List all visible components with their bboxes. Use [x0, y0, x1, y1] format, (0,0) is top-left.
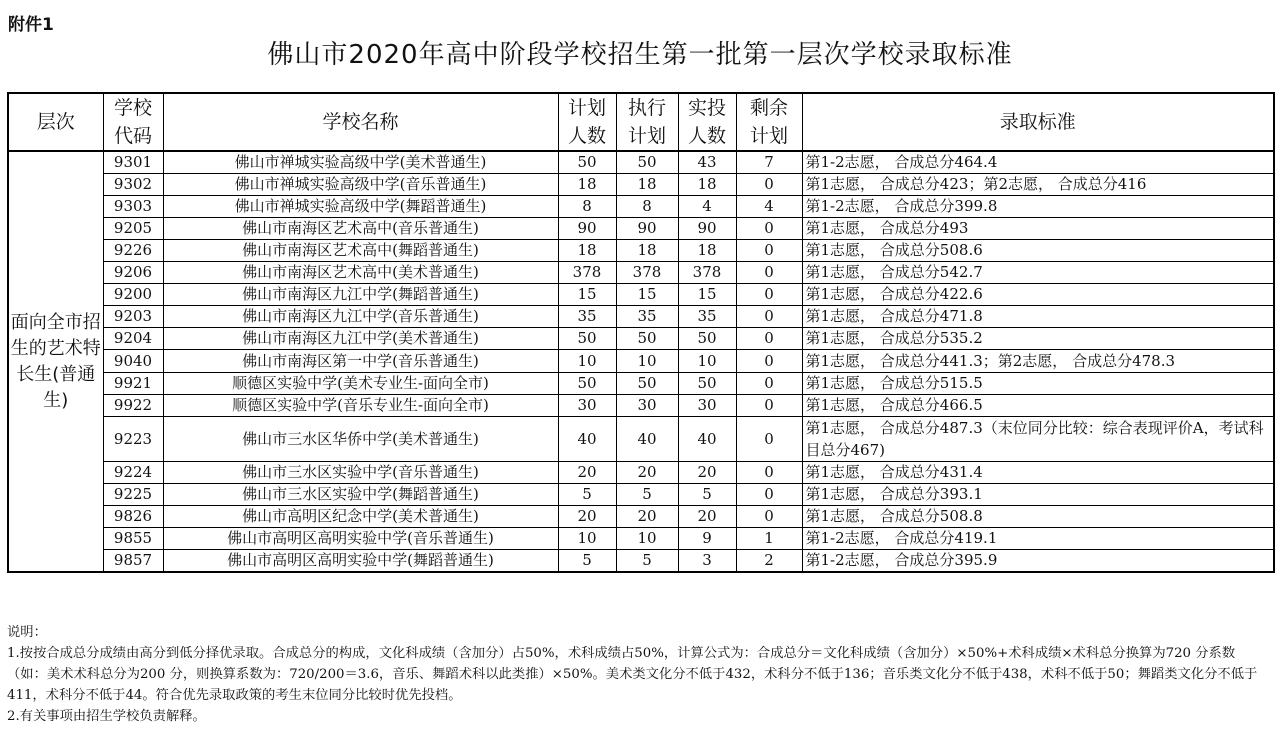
cell-exec: 5	[616, 550, 678, 573]
cell-name: 佛山市高明区高明实验中学(舞蹈普通生)	[163, 550, 558, 573]
cell-exec: 10	[616, 528, 678, 550]
cell-actual: 20	[678, 506, 736, 528]
notes-item-1: 1.按按合成总分成绩由高分到低分择优录取。合成总分的构成，文化科成绩（含加分）占50%，术科成绩占50%，计算公式为：合成总分＝文化科成绩（含加分）×50%+术科成绩×术科总分换算为720 分系数（如：美术术科总分为200 分，则换算系数为：720/200＝3.6，音乐、舞蹈术科以此类推）×50%。美术类文化分不低于432，术科分不低于136；音乐类文化分不低于438，术科不低于50；舞蹈类文化分不低于411，术科分不低于44。符合优先录取政策的考生末位同分比较时优先投档。	[7, 646, 1258, 703]
cell-criteria: 第1志愿， 合成总分535.2	[802, 328, 1274, 350]
cell-name: 佛山市南海区第一中学(音乐普通生)	[163, 350, 558, 373]
cell-actual: 9	[678, 528, 736, 550]
cell-plan: 378	[558, 262, 616, 284]
cell-actual: 20	[678, 462, 736, 484]
cell-plan: 20	[558, 462, 616, 484]
cell-actual: 5	[678, 484, 736, 506]
cell-plan: 50	[558, 151, 616, 174]
cell-actual: 90	[678, 218, 736, 240]
notes-item-2: 2.有关事项由招生学校负责解释。	[7, 709, 206, 724]
cell-exec: 10	[616, 350, 678, 373]
cell-name: 佛山市南海区艺术高中(音乐普通生)	[163, 218, 558, 240]
table-body	[8, 151, 1274, 572]
cell-plan: 10	[558, 350, 616, 373]
cell-exec: 378	[616, 262, 678, 284]
cell-remain: 0	[736, 417, 802, 462]
cell-remain: 1	[736, 528, 802, 550]
cell-code: 9204	[103, 328, 163, 350]
cell-code: 9040	[103, 350, 163, 373]
cell-name: 顺德区实验中学(音乐专业生-面向全市)	[163, 395, 558, 417]
level-cell: 面向全市招生的艺术特长生(普通生)	[8, 151, 103, 572]
cell-remain: 2	[736, 550, 802, 573]
cell-plan: 50	[558, 373, 616, 395]
cell-exec: 5	[616, 484, 678, 506]
cell-criteria: 第1志愿， 合成总分508.6	[802, 240, 1274, 262]
cell-remain: 0	[736, 395, 802, 417]
attachment-label: 附件1	[8, 15, 54, 35]
cell-plan: 5	[558, 484, 616, 506]
header-actual: 实投 人数	[678, 93, 736, 151]
cell-code: 9224	[103, 462, 163, 484]
cell-exec: 40	[616, 417, 678, 462]
cell-actual: 18	[678, 240, 736, 262]
page-title: 佛山市2020年高中阶段学校招生第一批第一层次学校录取标准	[267, 40, 1013, 70]
table-row	[8, 328, 1274, 350]
table-row	[8, 350, 1274, 373]
table-row	[8, 550, 1274, 573]
cell-name: 佛山市三水区实验中学(音乐普通生)	[163, 462, 558, 484]
cell-exec: 15	[616, 284, 678, 306]
table-row	[8, 218, 1274, 240]
cell-exec: 90	[616, 218, 678, 240]
header-name: 学校名称	[163, 93, 558, 151]
cell-actual: 50	[678, 328, 736, 350]
cell-name: 佛山市高明区纪念中学(美术普通生)	[163, 506, 558, 528]
cell-remain: 4	[736, 196, 802, 218]
cell-name: 佛山市高明区高明实验中学(音乐普通生)	[163, 528, 558, 550]
cell-remain: 0	[736, 262, 802, 284]
cell-plan: 18	[558, 240, 616, 262]
table-row	[8, 284, 1274, 306]
cell-criteria: 第1志愿， 合成总分493	[802, 218, 1274, 240]
cell-code: 9303	[103, 196, 163, 218]
cell-criteria: 第1志愿， 合成总分422.6	[802, 284, 1274, 306]
cell-actual: 30	[678, 395, 736, 417]
cell-exec: 35	[616, 306, 678, 328]
cell-criteria: 第1志愿， 合成总分487.3（末位同分比较：综合表现评价A，考试科目总分467)	[802, 417, 1274, 462]
cell-remain: 0	[736, 284, 802, 306]
table-row	[8, 262, 1274, 284]
table-row	[8, 395, 1274, 417]
cell-actual: 18	[678, 174, 736, 196]
cell-exec: 18	[616, 240, 678, 262]
cell-plan: 8	[558, 196, 616, 218]
cell-remain: 0	[736, 306, 802, 328]
cell-criteria: 第1志愿， 合成总分423；第2志愿， 合成总分416	[802, 174, 1274, 196]
cell-code: 9921	[103, 373, 163, 395]
cell-remain: 0	[736, 174, 802, 196]
cell-name: 佛山市南海区艺术高中(美术普通生)	[163, 262, 558, 284]
cell-code: 9922	[103, 395, 163, 417]
table-row	[8, 417, 1274, 462]
cell-criteria: 第1-2志愿， 合成总分399.8	[802, 196, 1274, 218]
cell-actual: 15	[678, 284, 736, 306]
cell-name: 佛山市三水区华侨中学(美术普通生)	[163, 417, 558, 462]
cell-plan: 50	[558, 328, 616, 350]
table-row	[8, 506, 1274, 528]
cell-plan: 90	[558, 218, 616, 240]
cell-plan: 15	[558, 284, 616, 306]
cell-code: 9200	[103, 284, 163, 306]
table-row	[8, 151, 1274, 174]
cell-name: 佛山市南海区九江中学(舞蹈普通生)	[163, 284, 558, 306]
cell-criteria: 第1-2志愿， 合成总分419.1	[802, 528, 1274, 550]
cell-code: 9855	[103, 528, 163, 550]
cell-exec: 50	[616, 151, 678, 174]
cell-actual: 40	[678, 417, 736, 462]
cell-plan: 20	[558, 506, 616, 528]
cell-actual: 50	[678, 373, 736, 395]
table-row	[8, 174, 1274, 196]
cell-exec: 8	[616, 196, 678, 218]
cell-actual: 43	[678, 151, 736, 174]
cell-criteria: 第1志愿， 合成总分431.4	[802, 462, 1274, 484]
table-header-row	[8, 93, 1274, 151]
table-row	[8, 306, 1274, 328]
cell-name: 佛山市禅城实验高级中学(美术普通生)	[163, 151, 558, 174]
cell-code: 9302	[103, 174, 163, 196]
cell-code: 9857	[103, 550, 163, 573]
cell-actual: 35	[678, 306, 736, 328]
cell-code: 9226	[103, 240, 163, 262]
cell-name: 佛山市南海区九江中学(美术普通生)	[163, 328, 558, 350]
header-level: 层次	[8, 93, 103, 151]
cell-code: 9223	[103, 417, 163, 462]
cell-plan: 18	[558, 174, 616, 196]
cell-plan: 40	[558, 417, 616, 462]
header-remain: 剩余 计划	[736, 93, 802, 151]
cell-code: 9225	[103, 484, 163, 506]
header-plan: 计划 人数	[558, 93, 616, 151]
cell-actual: 3	[678, 550, 736, 573]
notes	[7, 622, 1275, 727]
table-row	[8, 484, 1274, 506]
cell-plan: 35	[558, 306, 616, 328]
cell-actual: 4	[678, 196, 736, 218]
cell-name: 佛山市禅城实验高级中学(音乐普通生)	[163, 174, 558, 196]
cell-remain: 0	[736, 484, 802, 506]
cell-exec: 20	[616, 462, 678, 484]
cell-exec: 50	[616, 373, 678, 395]
cell-code: 9205	[103, 218, 163, 240]
header-criteria: 录取标准	[802, 93, 1274, 151]
cell-actual: 378	[678, 262, 736, 284]
cell-exec: 30	[616, 395, 678, 417]
cell-remain: 0	[736, 240, 802, 262]
cell-code: 9203	[103, 306, 163, 328]
cell-name: 佛山市南海区九江中学(音乐普通生)	[163, 306, 558, 328]
cell-plan: 5	[558, 550, 616, 573]
cell-criteria: 第1志愿， 合成总分471.8	[802, 306, 1274, 328]
cell-name: 佛山市南海区艺术高中(舞蹈普通生)	[163, 240, 558, 262]
cell-name: 佛山市禅城实验高级中学(舞蹈普通生)	[163, 196, 558, 218]
header-exec: 执行 计划	[616, 93, 678, 151]
cell-criteria: 第1志愿， 合成总分393.1	[802, 484, 1274, 506]
cell-actual: 10	[678, 350, 736, 373]
cell-exec: 20	[616, 506, 678, 528]
cell-remain: 7	[736, 151, 802, 174]
cell-criteria: 第1志愿， 合成总分441.3；第2志愿， 合成总分478.3	[802, 350, 1274, 373]
cell-remain: 0	[736, 506, 802, 528]
table-row	[8, 462, 1274, 484]
cell-remain: 0	[736, 373, 802, 395]
cell-exec: 50	[616, 328, 678, 350]
cell-plan: 30	[558, 395, 616, 417]
cell-criteria: 第1志愿， 合成总分508.8	[802, 506, 1274, 528]
cell-remain: 0	[736, 328, 802, 350]
cell-name: 顺德区实验中学(美术专业生-面向全市)	[163, 373, 558, 395]
table-row	[8, 373, 1274, 395]
table-row	[8, 196, 1274, 218]
cell-plan: 10	[558, 528, 616, 550]
cell-remain: 0	[736, 218, 802, 240]
cell-criteria: 第1志愿， 合成总分466.5	[802, 395, 1274, 417]
cell-code: 9206	[103, 262, 163, 284]
notes-heading: 说明：	[7, 625, 47, 640]
cell-code: 9826	[103, 506, 163, 528]
table-row	[8, 240, 1274, 262]
cell-remain: 0	[736, 350, 802, 373]
cell-criteria: 第1-2志愿， 合成总分395.9	[802, 550, 1274, 573]
cell-exec: 18	[616, 174, 678, 196]
admission-table	[7, 92, 1275, 573]
table-row	[8, 528, 1274, 550]
cell-criteria: 第1志愿， 合成总分542.7	[802, 262, 1274, 284]
cell-criteria: 第1-2志愿， 合成总分464.4	[802, 151, 1274, 174]
cell-code: 9301	[103, 151, 163, 174]
cell-remain: 0	[736, 462, 802, 484]
header-code: 学校 代码	[103, 93, 163, 151]
cell-criteria: 第1志愿， 合成总分515.5	[802, 373, 1274, 395]
cell-name: 佛山市三水区实验中学(舞蹈普通生)	[163, 484, 558, 506]
